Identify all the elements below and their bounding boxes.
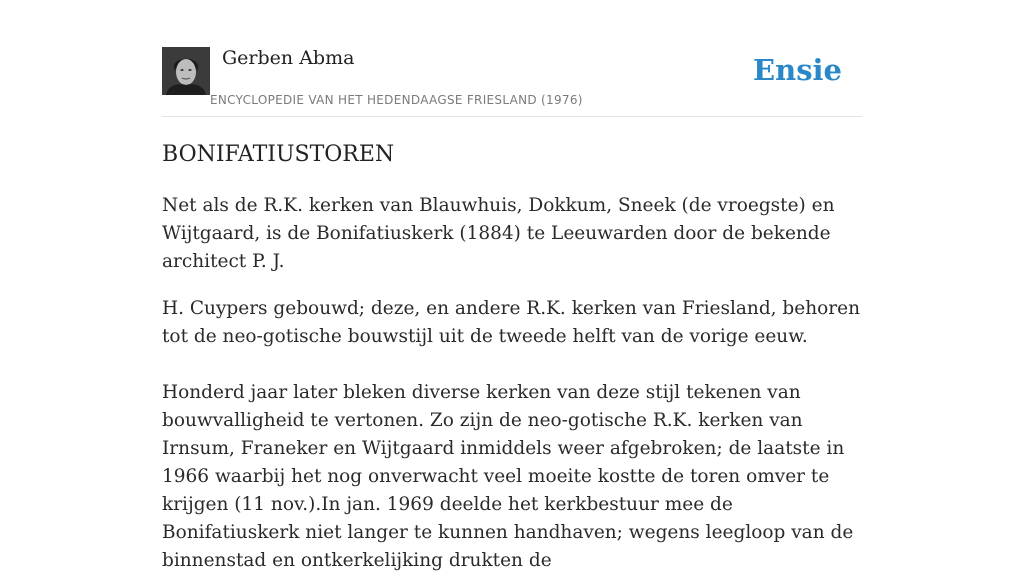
- paragraph: Honderd jaar later bleken diverse kerken van deze stijl tekenen van bouwvalligheid te vertonen. Zo zijn de neo-gotische R.K. kerken van Irnsum, Franeker en Wijtgaard inmiddels weer afgebroken; de laatste in 1966 waarbij het nog onverwacht veel moeite kostte de toren omver te krijgen (11 nov.).In jan. 1969 deelde het kerkbestuur mee de Bonifatiuskerk niet langer te kunnen handhaven; wegens leegloop van de binnenstad en ontkerkelijking drukten de: [162, 382, 854, 571]
- article-title: BONIFATIUSTOREN: [162, 142, 395, 167]
- source-label[interactable]: ENCYCLOPEDIE VAN HET HEDENDAAGSE FRIESLAND (1976): [210, 93, 583, 107]
- author-name[interactable]: Gerben Abma: [222, 47, 355, 69]
- article-header: [162, 46, 862, 117]
- author-photo-icon: [162, 47, 210, 95]
- paragraph: H. Cuypers gebouwd; deze, en andere R.K. kerken van Friesland, behoren tot de neo-gotische bouwstijl uit de tweede helft van de vorige eeuw.: [162, 298, 860, 347]
- article-body: [162, 192, 862, 575]
- author-avatar[interactable]: [162, 47, 210, 95]
- paragraph: Net als de R.K. kerken van Blauwhuis, Dokkum, Sneek (de vroegste) en Wijtgaard, is de Bonifatiuskerk (1884) te Leeuwarden door de bekende architect P. J.: [162, 195, 835, 272]
- brand-logo[interactable]: Ensie: [753, 53, 842, 87]
